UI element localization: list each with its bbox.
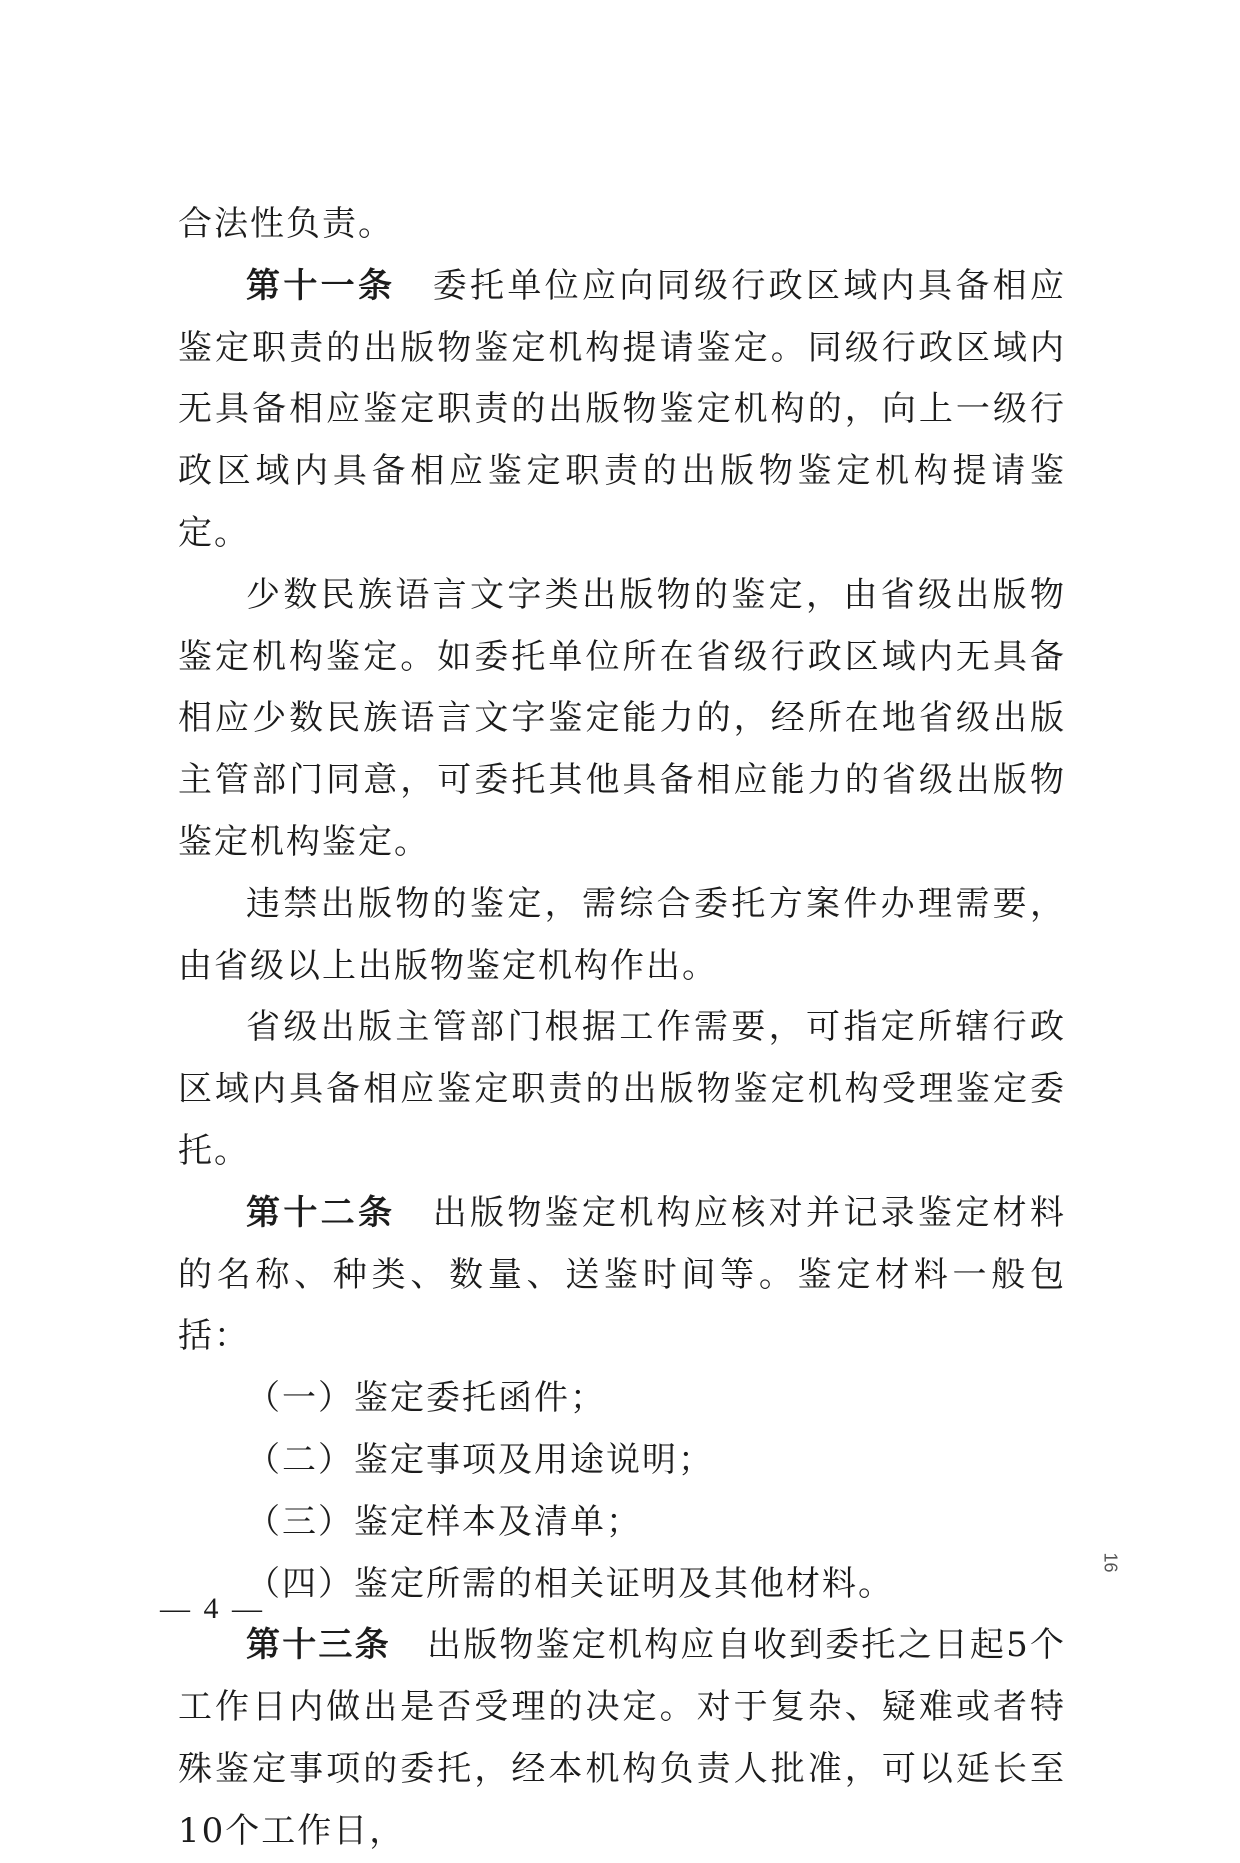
page-number: — 4 —: [160, 1592, 265, 1625]
article-13: [178, 1615, 1066, 1862]
list-item-text: （三）鉴定样本及清单；: [246, 1501, 642, 1542]
paragraph: [178, 874, 1066, 998]
list-item: [178, 1554, 1066, 1616]
margin-mark: 16: [1100, 1552, 1121, 1573]
paragraph-text: 少数民族语言文字类出版物的鉴定，由省级出版物鉴定机构鉴定。如委托单位所在省级行政区域内无具备相应少数民族语言文字鉴定能力的，经所在地省级出版主管部门同意，可委托其他具备相应能力的省级出版物鉴定机构鉴定。: [178, 574, 1066, 862]
paragraph-text: 出版物鉴定机构应核对并记录鉴定材料的名称、种类、数量、送鉴时间等。鉴定材料一般包括：: [178, 1192, 1067, 1357]
list-item: [178, 1368, 1066, 1430]
list-item: [178, 1430, 1066, 1492]
article-12: [178, 1183, 1066, 1368]
paragraph: [178, 565, 1066, 874]
article-heading: 第十二条: [246, 1192, 396, 1233]
paragraph-text: 出版物鉴定机构应自收到委托之日起5个工作日内做出是否受理的决定。对于复杂、疑难或者特殊鉴定事项的委托，经本机构负责人批准，可以延长至10个工作日，: [178, 1625, 1066, 1851]
body-text: [178, 194, 1066, 1863]
list-item: [178, 1492, 1066, 1554]
list-item-text: （一）鉴定委托函件；: [246, 1378, 606, 1419]
list-item-text: （二）鉴定事项及用途说明；: [246, 1439, 714, 1480]
article-11: [178, 256, 1066, 565]
article-heading: 第十一条: [246, 265, 396, 306]
paragraph-text: 合法性负责。: [178, 204, 394, 244]
list-item-text: （四）鉴定所需的相关证明及其他材料。: [246, 1563, 894, 1604]
paragraph-text: 省级出版主管部门根据工作需要，可指定所辖行政区域内具备相应鉴定职责的出版物鉴定机构受理鉴定委托。: [178, 1007, 1066, 1171]
paragraph-continuation: [178, 194, 1066, 256]
paragraph-text: 违禁出版物的鉴定，需综合委托方案件办理需要，由省级以上出版物鉴定机构作出。: [178, 883, 1066, 986]
article-heading: 第十三条: [246, 1625, 391, 1666]
paragraph: [178, 997, 1066, 1182]
paragraph-text: 委托单位应向同级行政区域内具备相应鉴定职责的出版物鉴定机构提请鉴定。同级行政区域内无具备相应鉴定职责的出版物鉴定机构的，向上一级行政区域内具备相应鉴定职责的出版物鉴定机构提请鉴定。: [178, 265, 1067, 553]
